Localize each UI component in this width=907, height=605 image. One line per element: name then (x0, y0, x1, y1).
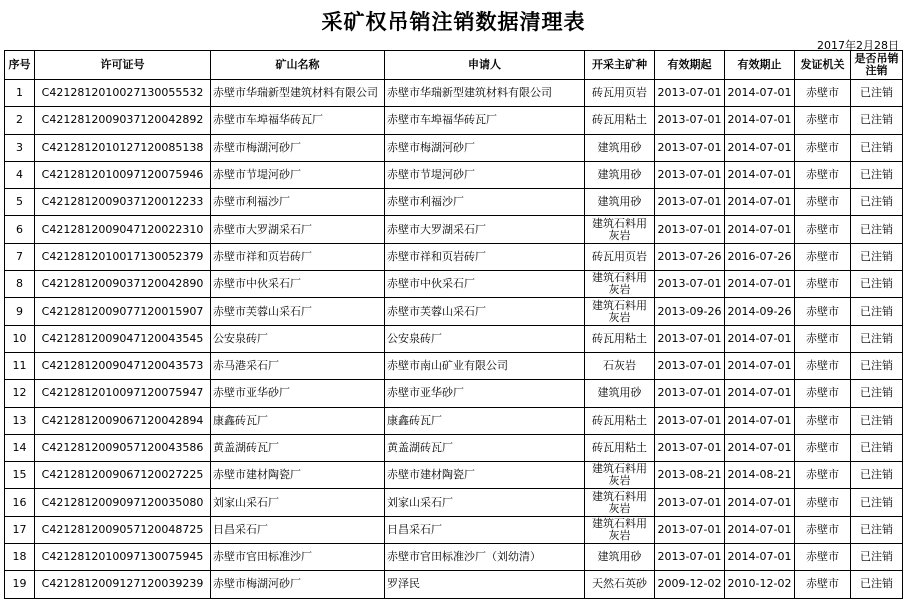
report-date: 2017年2月28日 (817, 39, 899, 52)
col-header-valid-from: 有效期起 (655, 51, 725, 80)
cell-mineral: 建筑用砂 (585, 380, 655, 407)
cell-valid-from: 2013-07-01 (655, 407, 725, 434)
cell-valid-from: 2013-07-01 (655, 434, 725, 461)
cell-applicant: 赤壁市中伙采石厂 (385, 271, 585, 298)
cell-license-no: C4212812009067120027225 (35, 462, 211, 489)
cell-applicant: 赤壁市祥和页岩砖厂 (385, 243, 585, 270)
cell-valid-to: 2014-07-01 (725, 161, 795, 188)
cell-index: 16 (5, 489, 35, 516)
cell-index: 7 (5, 243, 35, 270)
cell-applicant: 赤壁市亚华砂厂 (385, 380, 585, 407)
cell-applicant: 康鑫砖瓦厂 (385, 407, 585, 434)
cell-valid-to: 2014-07-01 (725, 516, 795, 543)
cell-mine-name: 赤壁市祥和页岩砖厂 (211, 243, 385, 270)
cell-index: 14 (5, 434, 35, 461)
cell-mine-name: 赤壁市芙蓉山采石厂 (211, 298, 385, 325)
cell-applicant: 赤壁市建材陶瓷厂 (385, 462, 585, 489)
cell-mine-name: 康鑫砖瓦厂 (211, 407, 385, 434)
cell-mine-name: 公安泉砖厂 (211, 325, 385, 352)
cell-license-no: C4212812009127120039239 (35, 571, 211, 598)
table-row (5, 216, 903, 243)
cell-valid-from: 2013-07-01 (655, 544, 725, 571)
cell-applicant: 赤壁市利福沙厂 (385, 189, 585, 216)
cell-mine-name: 赤壁市车埠福华砖瓦厂 (211, 107, 385, 134)
table-row (5, 462, 903, 489)
cell-valid-from: 2013-07-01 (655, 271, 725, 298)
cell-license-no: C4212812009057120043586 (35, 434, 211, 461)
table-row (5, 80, 903, 107)
cell-status: 已注销 (851, 434, 903, 461)
table-row (5, 271, 903, 298)
cell-mine-name: 赤壁市中伙采石厂 (211, 271, 385, 298)
table-header-row (5, 51, 903, 80)
cell-license-no: C4212812009097120035080 (35, 489, 211, 516)
cell-index: 15 (5, 462, 35, 489)
cell-valid-to: 2014-07-01 (725, 271, 795, 298)
cell-valid-to: 2014-07-01 (725, 544, 795, 571)
col-header-mine-name: 矿山名称 (211, 51, 385, 80)
cell-issuer: 赤壁市 (795, 80, 851, 107)
cell-license-no: C4212812009037120012233 (35, 189, 211, 216)
cell-issuer: 赤壁市 (795, 407, 851, 434)
cell-index: 13 (5, 407, 35, 434)
cell-status: 已注销 (851, 380, 903, 407)
cell-valid-from: 2013-07-01 (655, 107, 725, 134)
cell-valid-from: 2013-08-21 (655, 462, 725, 489)
cell-valid-from: 2013-07-01 (655, 489, 725, 516)
cell-mineral: 建筑石料用灰岩 (585, 271, 655, 298)
cell-mine-name: 赤壁市大罗湖采石厂 (211, 216, 385, 243)
cell-mine-name: 赤壁市建材陶瓷厂 (211, 462, 385, 489)
cell-valid-to: 2014-07-01 (725, 407, 795, 434)
cell-issuer: 赤壁市 (795, 134, 851, 161)
cell-issuer: 赤壁市 (795, 434, 851, 461)
cell-issuer: 赤壁市 (795, 189, 851, 216)
cell-status: 已注销 (851, 134, 903, 161)
cell-license-no: C4212812009077120015907 (35, 298, 211, 325)
table-row (5, 571, 903, 598)
cell-license-no: C4212812009037120042892 (35, 107, 211, 134)
cell-index: 9 (5, 298, 35, 325)
cell-issuer: 赤壁市 (795, 298, 851, 325)
cell-applicant: 赤壁市南山矿业有限公司 (385, 352, 585, 379)
cell-issuer: 赤壁市 (795, 243, 851, 270)
col-header-valid-to: 有效期止 (725, 51, 795, 80)
cell-index: 11 (5, 352, 35, 379)
cell-license-no: C4212812010097120075947 (35, 380, 211, 407)
cell-status: 已注销 (851, 325, 903, 352)
cell-issuer: 赤壁市 (795, 489, 851, 516)
cell-issuer: 赤壁市 (795, 352, 851, 379)
cell-applicant: 赤壁市大罗湖采石厂 (385, 216, 585, 243)
cell-status: 已注销 (851, 107, 903, 134)
cell-mineral: 天然石英砂 (585, 571, 655, 598)
cell-mine-name: 黄盖湖砖瓦厂 (211, 434, 385, 461)
cell-applicant: 赤壁市梅湖河砂厂 (385, 134, 585, 161)
cell-status: 已注销 (851, 189, 903, 216)
cell-applicant: 赤壁市节堤河砂厂 (385, 161, 585, 188)
cell-index: 10 (5, 325, 35, 352)
cell-applicant: 赤壁市芙蓉山采石厂 (385, 298, 585, 325)
cell-index: 5 (5, 189, 35, 216)
cell-mineral: 砖瓦用页岩 (585, 243, 655, 270)
cell-valid-from: 2013-07-01 (655, 325, 725, 352)
col-header-issuer: 发证机关 (795, 51, 851, 80)
cell-mine-name: 赤壁市官田标准沙厂 (211, 544, 385, 571)
cell-valid-from: 2013-07-01 (655, 189, 725, 216)
cell-valid-to: 2014-07-01 (725, 380, 795, 407)
cell-applicant: 罗泽民 (385, 571, 585, 598)
table-row (5, 243, 903, 270)
cell-applicant: 刘家山采石厂 (385, 489, 585, 516)
cell-mineral: 建筑石料用灰岩 (585, 298, 655, 325)
cell-applicant: 日昌采石厂 (385, 516, 585, 543)
cell-valid-to: 2014-07-01 (725, 325, 795, 352)
table-row (5, 189, 903, 216)
cell-valid-to: 2014-07-01 (725, 489, 795, 516)
table-row (5, 407, 903, 434)
cell-issuer: 赤壁市 (795, 380, 851, 407)
cell-license-no: C4212812010097130075945 (35, 544, 211, 571)
col-header-index: 序号 (5, 51, 35, 80)
cell-index: 19 (5, 571, 35, 598)
cell-license-no: C4212812010027130055532 (35, 80, 211, 107)
cell-valid-to: 2014-09-26 (725, 298, 795, 325)
table-row (5, 544, 903, 571)
cell-applicant: 赤壁市车埠福华砖瓦厂 (385, 107, 585, 134)
cell-mineral: 建筑用砂 (585, 161, 655, 188)
cell-status: 已注销 (851, 571, 903, 598)
cell-valid-from: 2013-07-01 (655, 352, 725, 379)
table-row (5, 161, 903, 188)
cell-mineral: 砖瓦用粘土 (585, 325, 655, 352)
cell-license-no: C4212812010017130052379 (35, 243, 211, 270)
cell-status: 已注销 (851, 516, 903, 543)
cell-mine-name: 赤壁市亚华砂厂 (211, 380, 385, 407)
cell-issuer: 赤壁市 (795, 216, 851, 243)
cell-license-no: C4212812009047120022310 (35, 216, 211, 243)
cell-mineral: 建筑石料用灰岩 (585, 462, 655, 489)
cell-valid-to: 2014-07-01 (725, 434, 795, 461)
cell-issuer: 赤壁市 (795, 516, 851, 543)
cell-status: 已注销 (851, 243, 903, 270)
cell-license-no: C4212812009067120042894 (35, 407, 211, 434)
cell-index: 8 (5, 271, 35, 298)
cell-valid-from: 2013-07-01 (655, 80, 725, 107)
cell-valid-from: 2013-07-26 (655, 243, 725, 270)
cell-license-no: C4212812010097120075946 (35, 161, 211, 188)
table-row (5, 489, 903, 516)
table-row (5, 107, 903, 134)
cell-index: 18 (5, 544, 35, 571)
cell-mineral: 砖瓦用粘土 (585, 434, 655, 461)
cell-valid-to: 2014-07-01 (725, 80, 795, 107)
cell-mine-name: 赤壁市华瑞新型建筑材料有限公司 (211, 80, 385, 107)
cell-valid-from: 2013-07-01 (655, 161, 725, 188)
cell-index: 1 (5, 80, 35, 107)
cell-issuer: 赤壁市 (795, 325, 851, 352)
cell-valid-to: 2014-07-01 (725, 216, 795, 243)
col-header-license-no: 许可证号 (35, 51, 211, 80)
cell-status: 已注销 (851, 462, 903, 489)
cell-index: 2 (5, 107, 35, 134)
cell-status: 已注销 (851, 352, 903, 379)
cell-status: 已注销 (851, 407, 903, 434)
cell-mineral: 建筑石料用灰岩 (585, 216, 655, 243)
table-row (5, 380, 903, 407)
cell-license-no: C4212812009037120042890 (35, 271, 211, 298)
cell-issuer: 赤壁市 (795, 571, 851, 598)
cell-applicant: 黄盖湖砖瓦厂 (385, 434, 585, 461)
cell-status: 已注销 (851, 271, 903, 298)
table-row (5, 134, 903, 161)
table-row (5, 434, 903, 461)
cell-status: 已注销 (851, 216, 903, 243)
cell-license-no: C4212812009047120043573 (35, 352, 211, 379)
cell-mine-name: 赤壁市梅湖河砂厂 (211, 571, 385, 598)
cell-mine-name: 赤马港采石厂 (211, 352, 385, 379)
cell-valid-to: 2014-07-01 (725, 107, 795, 134)
cell-index: 6 (5, 216, 35, 243)
cell-index: 3 (5, 134, 35, 161)
cell-valid-to: 2014-08-21 (725, 462, 795, 489)
data-table (4, 50, 903, 599)
cell-mineral: 建筑用砂 (585, 189, 655, 216)
cell-valid-to: 2014-07-01 (725, 352, 795, 379)
cell-valid-from: 2013-07-01 (655, 516, 725, 543)
cell-mineral: 石灰岩 (585, 352, 655, 379)
cell-applicant: 赤壁市华瑞新型建筑材料有限公司 (385, 80, 585, 107)
cell-mine-name: 日昌采石厂 (211, 516, 385, 543)
col-header-status: 是否吊销注销 (851, 51, 903, 80)
cell-applicant: 赤壁市官田标准沙厂（刘幼清） (385, 544, 585, 571)
cell-valid-from: 2013-07-01 (655, 380, 725, 407)
cell-valid-to: 2014-07-01 (725, 189, 795, 216)
cell-status: 已注销 (851, 489, 903, 516)
cell-valid-from: 2013-09-26 (655, 298, 725, 325)
cell-status: 已注销 (851, 80, 903, 107)
page-title: 采矿权吊销注销数据清理表 (321, 9, 586, 34)
cell-issuer: 赤壁市 (795, 161, 851, 188)
cell-mine-name: 赤壁市节堤河砂厂 (211, 161, 385, 188)
table-row (5, 298, 903, 325)
cell-mine-name: 刘家山采石厂 (211, 489, 385, 516)
col-header-mineral: 开采主矿种 (585, 51, 655, 80)
cell-license-no: C4212812009057120048725 (35, 516, 211, 543)
cell-valid-from: 2009-12-02 (655, 571, 725, 598)
cell-valid-to: 2010-12-02 (725, 571, 795, 598)
cell-issuer: 赤壁市 (795, 271, 851, 298)
cell-status: 已注销 (851, 298, 903, 325)
cell-issuer: 赤壁市 (795, 544, 851, 571)
cell-index: 4 (5, 161, 35, 188)
cell-index: 12 (5, 380, 35, 407)
cell-issuer: 赤壁市 (795, 462, 851, 489)
cell-status: 已注销 (851, 161, 903, 188)
cell-valid-from: 2013-07-01 (655, 216, 725, 243)
cell-mine-name: 赤壁市梅湖河砂厂 (211, 134, 385, 161)
cell-mineral: 砖瓦用页岩 (585, 80, 655, 107)
cell-mineral: 建筑石料用灰岩 (585, 516, 655, 543)
cell-issuer: 赤壁市 (795, 107, 851, 134)
cell-mineral: 砖瓦用粘土 (585, 107, 655, 134)
cell-index: 17 (5, 516, 35, 543)
cell-status: 已注销 (851, 544, 903, 571)
cell-mineral: 砖瓦用粘土 (585, 407, 655, 434)
cell-license-no: C4212812010127120085138 (35, 134, 211, 161)
cell-mine-name: 赤壁市利福沙厂 (211, 189, 385, 216)
cell-license-no: C4212812009047120043545 (35, 325, 211, 352)
cell-mineral: 建筑用砂 (585, 544, 655, 571)
table-row (5, 352, 903, 379)
cell-valid-from: 2013-07-01 (655, 134, 725, 161)
cell-valid-to: 2014-07-01 (725, 134, 795, 161)
table-row (5, 325, 903, 352)
table-row (5, 516, 903, 543)
cell-valid-to: 2016-07-26 (725, 243, 795, 270)
cell-mineral: 建筑用砂 (585, 134, 655, 161)
cell-applicant: 公安泉砖厂 (385, 325, 585, 352)
col-header-applicant: 申请人 (385, 51, 585, 80)
cell-mineral: 建筑石料用灰岩 (585, 489, 655, 516)
